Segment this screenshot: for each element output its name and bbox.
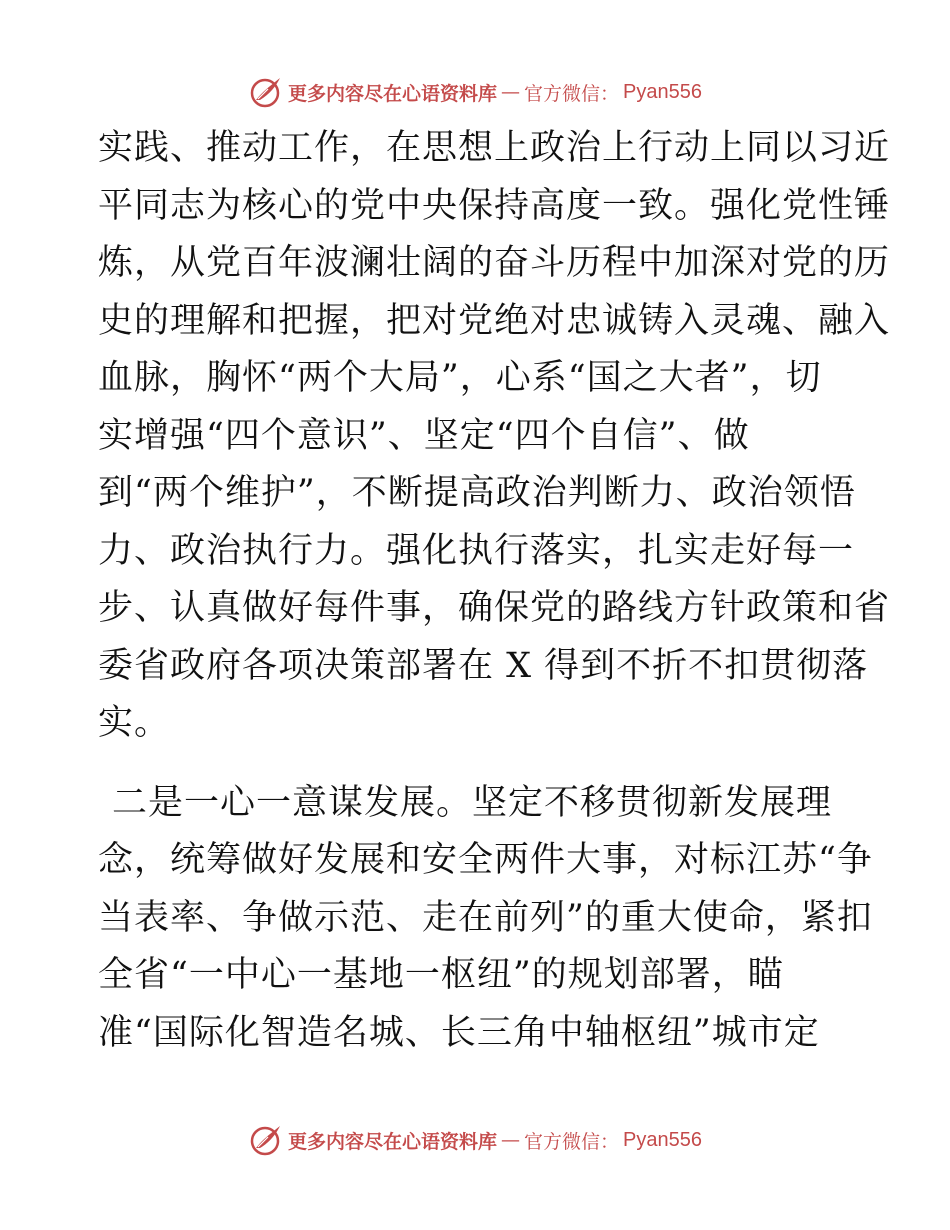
text-line: 二是一心一意谋发展。坚定不移贯彻新发展理 xyxy=(112,782,833,823)
paragraph-2 xyxy=(98,775,873,1063)
text-line: 步、认真做好每件事，确保党的路线方针政策和省 xyxy=(98,588,891,628)
banner-official-label: 官方微信： xyxy=(524,82,620,105)
text-line: 念，统筹做好发展和安全两件大事，对标江苏“争 xyxy=(98,840,873,880)
text-line: 炼，从党百年波澜壮阔的奋斗历程中加深对党的历 xyxy=(98,243,891,283)
footer-watermark-banner xyxy=(0,1120,950,1160)
banner-wechat-id: Pyan556 xyxy=(623,1128,702,1151)
header-watermark-banner xyxy=(0,72,950,112)
text-line: 实增强“四个意识”、坚定“四个自信”、做 xyxy=(98,415,750,456)
text-line: 准“国际化智造名城、长三角中轴枢纽”城市定 xyxy=(98,1012,820,1053)
text-line: 血脉，胸怀“两个大局”，心系“国之大者”，切 xyxy=(98,358,822,398)
text-line: 平同志为核心的党中央保持高度一致。强化党性锤 xyxy=(98,185,891,226)
paragraph-1 xyxy=(98,120,891,753)
text-line: 当表率、争做示范、走在前列”的重大使命，紧扣 xyxy=(98,897,873,938)
banner-wechat-id: Pyan556 xyxy=(623,80,702,103)
text-line: 到“两个维护”，不断提高政治判断力、政治领悟 xyxy=(98,473,856,513)
red-quill-logo-icon xyxy=(248,74,284,110)
text-line: 委省政府各项决策部署在 X 得到不折不扣贯彻落 xyxy=(98,645,869,686)
text-line: 全省“一中心一基地一枢纽”的规划部署，瞄 xyxy=(98,955,784,995)
text-line: 实。 xyxy=(98,703,171,743)
text-line: 史的理解和把握，把对党绝对忠诚铸入灵魂、融入 xyxy=(98,300,891,341)
paragraph-gap xyxy=(98,753,868,775)
red-quill-logo-icon xyxy=(248,1122,284,1158)
banner-main-text: 更多内容尽在心语资料库 xyxy=(288,1130,498,1153)
banner-dash: — xyxy=(501,81,521,103)
banner-dash: — xyxy=(501,1129,521,1151)
text-line: 实践、推动工作，在思想上政治上行动上同以习近 xyxy=(98,128,891,168)
banner-official-label: 官方微信： xyxy=(524,1130,620,1153)
banner-main-text: 更多内容尽在心语资料库 xyxy=(288,82,498,105)
text-line: 力、政治执行力。强化执行落实，扎实走好每一 xyxy=(98,530,855,571)
document-body xyxy=(98,120,891,1062)
